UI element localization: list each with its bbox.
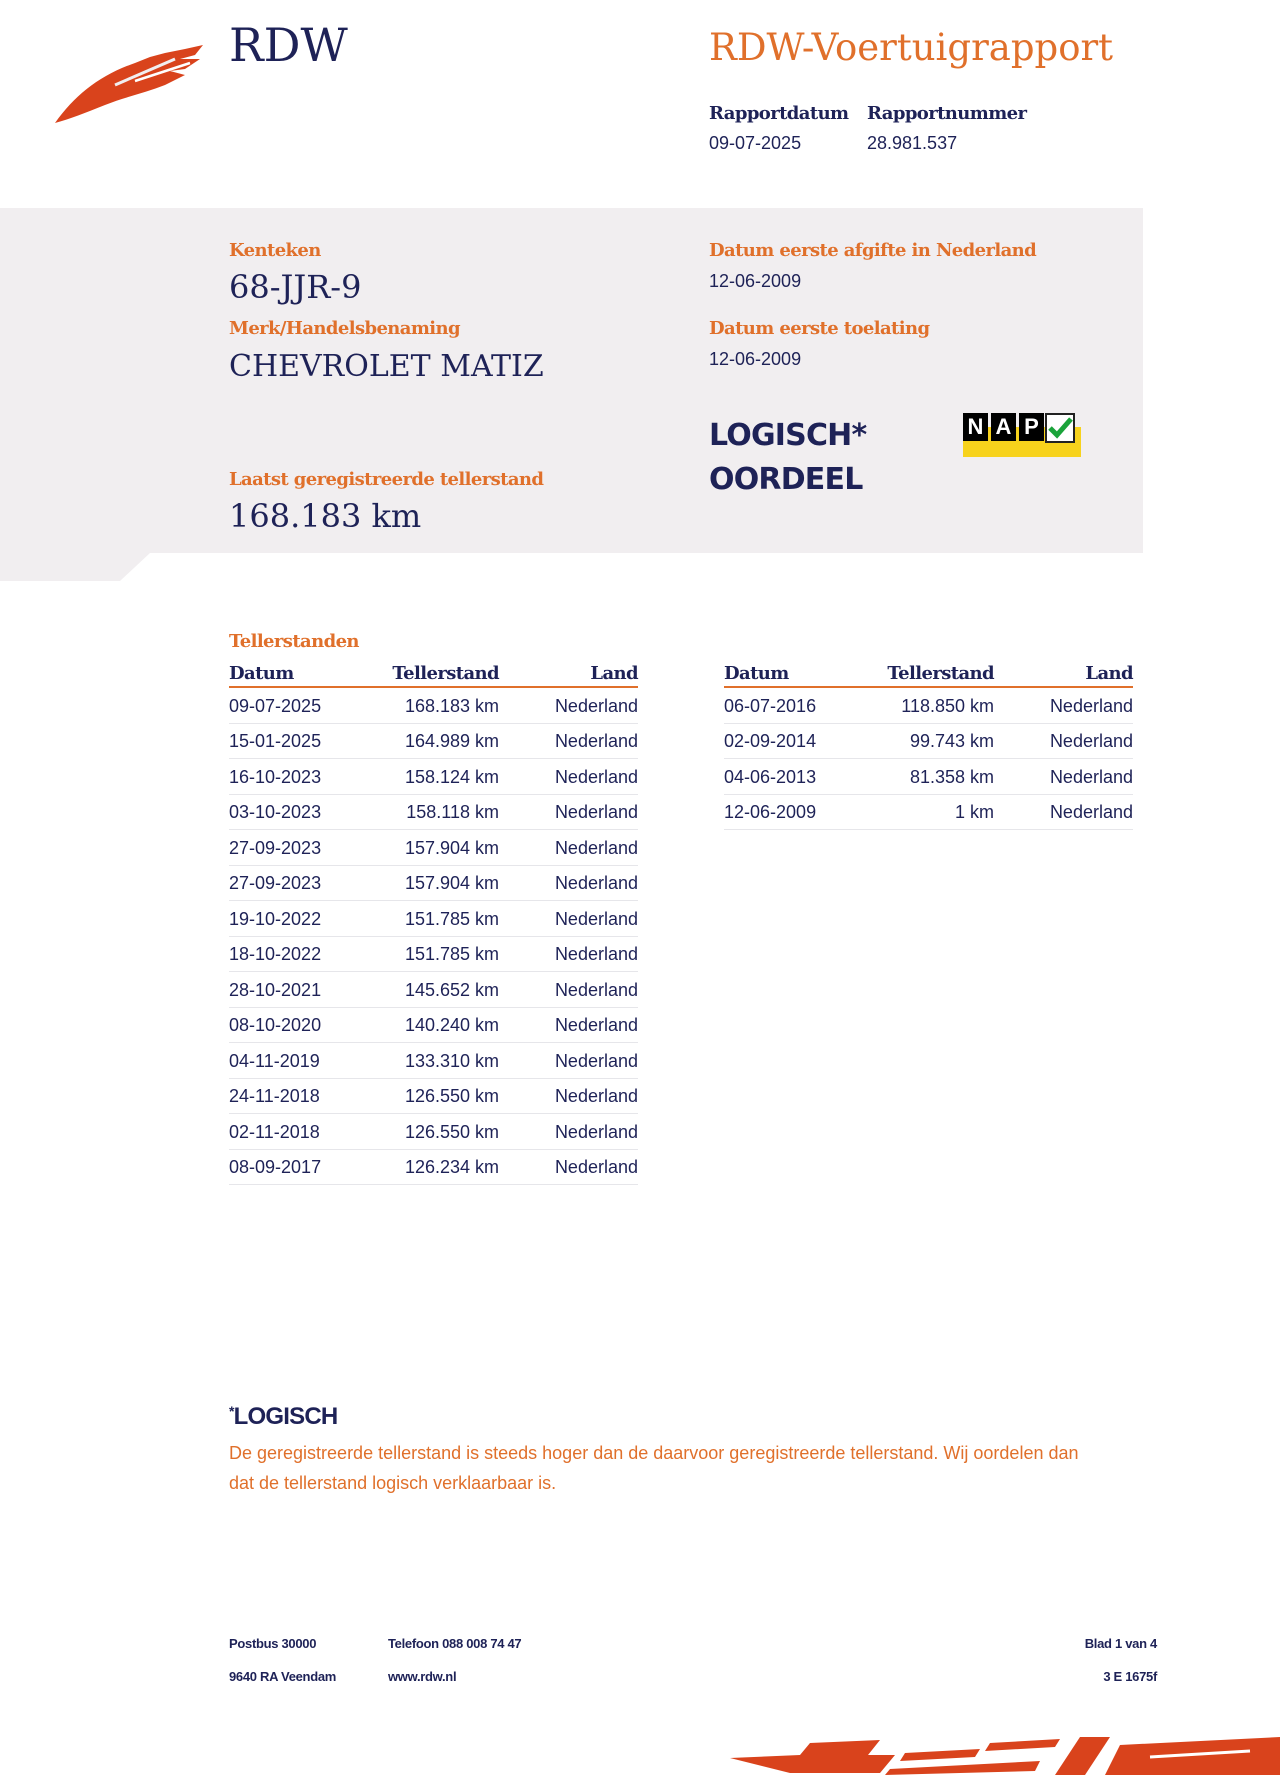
cell-date: 15-01-2025 xyxy=(229,731,322,751)
table-row xyxy=(229,1045,638,1079)
cell-reading: 157.904 km xyxy=(404,837,499,858)
cell-date: 24-11-2018 xyxy=(229,1086,320,1106)
table-row xyxy=(229,1151,638,1185)
nap-letter-n: N xyxy=(963,413,988,441)
footer-web-link[interactable]: www.rdw.nl xyxy=(388,1669,457,1684)
cell-date: 12-06-2009 xyxy=(724,802,817,822)
footer-page: Blad 1 van 4 xyxy=(1084,1636,1157,1651)
table-row xyxy=(229,867,638,901)
table-row xyxy=(229,903,638,937)
cell-country: Nederland xyxy=(554,979,638,1000)
table-row xyxy=(724,690,1133,724)
table-row xyxy=(724,725,1133,759)
cell-reading: 151.785 km xyxy=(404,908,499,929)
cell-country: Nederland xyxy=(554,908,638,929)
header-country: Land xyxy=(1085,663,1133,684)
report-number-label: Rapportnummer xyxy=(867,103,1027,124)
rdw-logo-icon xyxy=(55,45,205,125)
cell-date: 18-10-2022 xyxy=(229,944,322,964)
table-row xyxy=(229,1116,638,1150)
cell-date: 02-09-2014 xyxy=(724,731,817,751)
note-title: LOGISCH xyxy=(233,1403,338,1430)
cell-date: 04-11-2019 xyxy=(229,1050,320,1071)
note-text-line1: De geregistreerde tellerstand is steeds hoger dan de daarvoor geregistreerde tellerstand. Wij oordelen dan xyxy=(229,1443,1079,1463)
footer-postbus: Postbus 30000 xyxy=(229,1636,317,1651)
last-odometer-value: 168.183 km xyxy=(229,497,422,535)
plate-value: 68-JJR-9 xyxy=(229,268,362,306)
table-row xyxy=(229,832,638,866)
cell-country: Nederland xyxy=(554,1157,638,1177)
cell-reading: 168.183 km xyxy=(404,695,499,716)
nap-letter-p: P xyxy=(1019,413,1044,441)
cell-country: Nederland xyxy=(554,944,638,964)
table-row xyxy=(229,1009,638,1043)
odometer-table-right xyxy=(724,656,1133,830)
nap-letter-a: A xyxy=(991,413,1016,441)
report-number: 28.981.537 xyxy=(867,133,958,153)
cell-reading: 126.550 km xyxy=(404,1121,499,1142)
table-row xyxy=(724,796,1133,830)
summary-panel-tail xyxy=(0,553,150,581)
cell-reading: 99.743 km xyxy=(909,731,994,751)
cell-reading: 158.118 km xyxy=(406,802,499,822)
brand-name: RDW xyxy=(229,18,348,72)
check-icon xyxy=(1045,413,1075,443)
cell-reading: 164.989 km xyxy=(404,731,499,751)
cell-date: 04-06-2013 xyxy=(724,766,817,787)
odometer-table-left xyxy=(229,656,638,1185)
cell-reading: 145.652 km xyxy=(404,979,499,1000)
cell-reading: 133.310 km xyxy=(404,1050,499,1071)
table-row xyxy=(229,725,638,759)
table-row xyxy=(229,938,638,972)
cell-date: 08-09-2017 xyxy=(229,1157,322,1177)
cell-date: 27-09-2023 xyxy=(229,873,322,893)
table-row xyxy=(229,796,638,830)
header-date: Datum xyxy=(724,663,789,684)
cell-date: 03-10-2023 xyxy=(229,802,322,822)
header-reading: Tellerstand xyxy=(392,663,499,684)
table-header xyxy=(724,656,1133,688)
cell-country: Nederland xyxy=(554,1086,638,1106)
table-body xyxy=(229,690,638,1186)
cell-reading: 118.850 km xyxy=(901,695,994,716)
cell-country: Nederland xyxy=(554,802,638,822)
cell-reading: 126.234 km xyxy=(404,1157,499,1177)
cell-reading: 157.904 km xyxy=(404,873,499,893)
note-text-line2: dat de tellerstand logisch verklaarbaar is. xyxy=(229,1473,557,1493)
first-issue-nl-label: Datum eerste afgifte in Nederland xyxy=(709,240,1037,261)
cell-country: Nederland xyxy=(554,873,638,893)
footer-code: 3 E 1675f xyxy=(1103,1669,1157,1684)
header-reading: Tellerstand xyxy=(887,663,994,684)
cell-reading: 81.358 km xyxy=(909,766,994,787)
report-date-label: Rapportdatum xyxy=(709,103,849,124)
cell-country: Nederland xyxy=(1049,695,1133,716)
table-body xyxy=(724,690,1133,831)
cell-country: Nederland xyxy=(554,695,638,716)
table-row xyxy=(724,761,1133,795)
table-row xyxy=(229,974,638,1008)
cell-date: 19-10-2022 xyxy=(229,908,322,929)
cell-date: 28-10-2021 xyxy=(229,979,322,1000)
rdw-stripes-icon xyxy=(730,1735,1280,1775)
verdict-line1: LOGISCH* xyxy=(709,418,867,453)
cell-reading: 151.785 km xyxy=(404,944,499,964)
cell-date: 16-10-2023 xyxy=(229,766,322,787)
cell-country: Nederland xyxy=(554,1121,638,1142)
first-issue-nl-value: 12-06-2009 xyxy=(709,271,802,291)
note-marker: * xyxy=(229,1403,234,1419)
nap-badge xyxy=(963,413,1081,457)
cell-country: Nederland xyxy=(554,1015,638,1035)
table-header xyxy=(229,656,638,688)
plate-label: Kenteken xyxy=(229,240,321,261)
first-admission-label: Datum eerste toelating xyxy=(709,318,930,339)
cell-date: 06-07-2016 xyxy=(724,695,817,716)
footer-phone: Telefoon 088 008 74 47 xyxy=(388,1636,522,1651)
header-country: Land xyxy=(590,663,638,684)
odometer-section-title: Tellerstanden xyxy=(229,631,359,652)
verdict-line2: OORDEEL xyxy=(709,462,863,497)
cell-date: 08-10-2020 xyxy=(229,1015,322,1035)
footer-city: 9640 RA Veendam xyxy=(229,1669,337,1684)
table-row xyxy=(229,1080,638,1114)
cell-country: Nederland xyxy=(554,731,638,751)
cell-country: Nederland xyxy=(1049,802,1133,822)
cell-reading: 126.550 km xyxy=(404,1086,499,1106)
table-row xyxy=(229,690,638,724)
last-odometer-label: Laatst geregistreerde tellerstand xyxy=(229,469,544,490)
cell-reading: 1 km xyxy=(954,802,994,822)
cell-country: Nederland xyxy=(554,766,638,787)
cell-country: Nederland xyxy=(1049,766,1133,787)
cell-reading: 158.124 km xyxy=(404,766,499,787)
cell-date: 02-11-2018 xyxy=(229,1121,320,1142)
cell-reading: 140.240 km xyxy=(404,1015,499,1035)
make-label: Merk/Handelsbenaming xyxy=(229,318,461,339)
cell-country: Nederland xyxy=(554,837,638,858)
note-heading xyxy=(229,1403,337,1431)
header-date: Datum xyxy=(229,663,294,684)
report-date: 09-07-2025 xyxy=(709,133,802,153)
cell-country: Nederland xyxy=(1049,731,1133,751)
cell-date: 27-09-2023 xyxy=(229,837,322,858)
make-value: CHEVROLET MATIZ xyxy=(229,349,544,384)
report-title: RDW-Voertuigrapport xyxy=(709,26,1114,69)
first-admission-value: 12-06-2009 xyxy=(709,349,802,369)
cell-date: 09-07-2025 xyxy=(229,695,322,716)
table-row xyxy=(229,761,638,795)
cell-country: Nederland xyxy=(554,1050,638,1071)
